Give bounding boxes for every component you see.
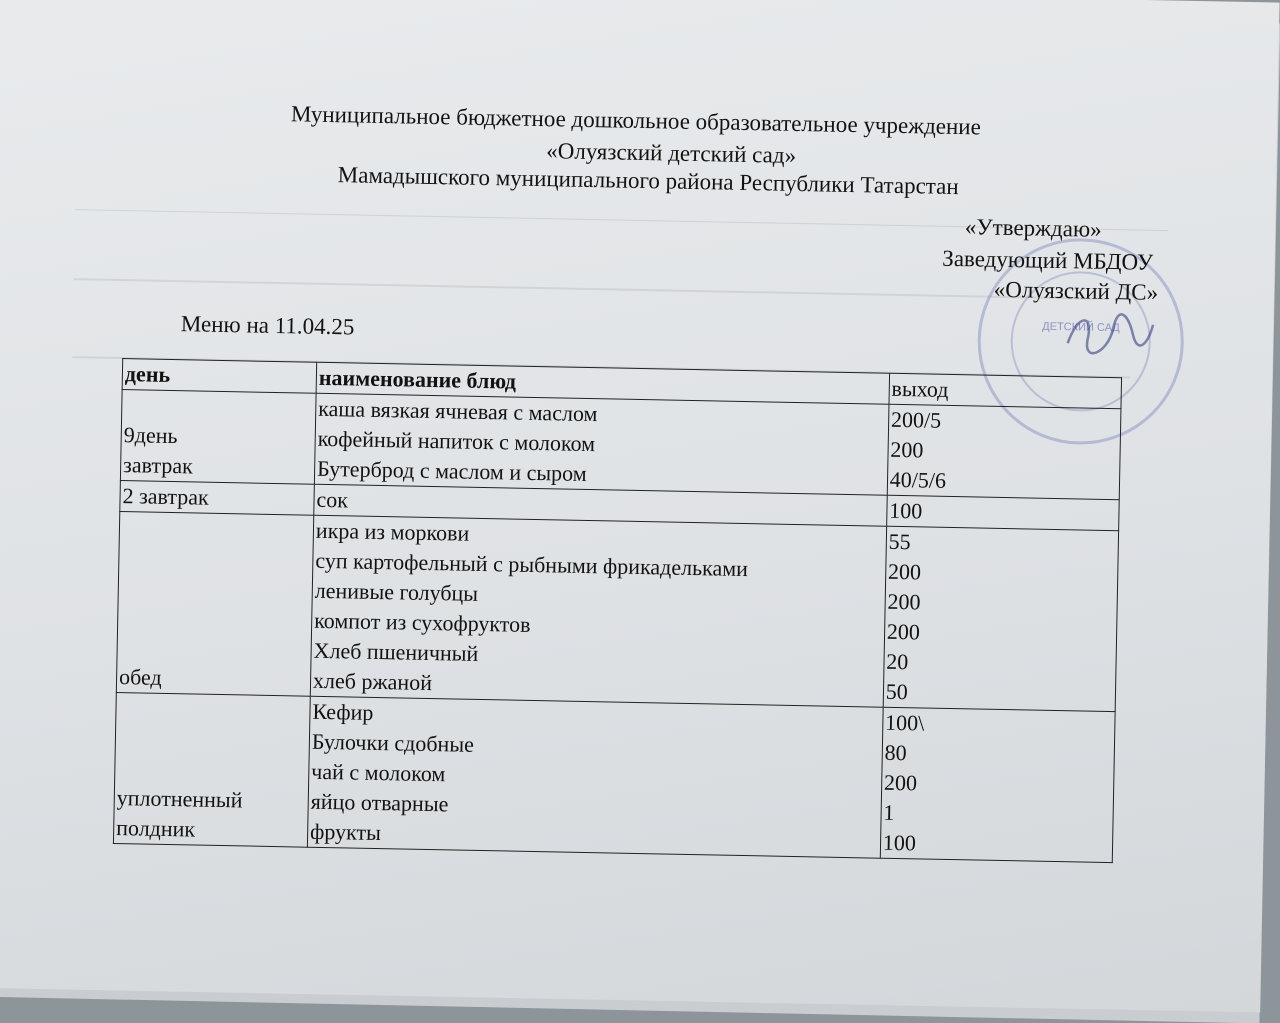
day-line: уплотненный bbox=[116, 785, 243, 813]
output-cell bbox=[887, 404, 1121, 499]
dish-item: ленивые голубцы bbox=[314, 577, 479, 606]
dish-item: Кефир bbox=[312, 698, 374, 725]
dish-cell bbox=[310, 515, 886, 707]
output-item: 200 bbox=[886, 618, 921, 645]
output-item: 200 bbox=[887, 558, 922, 585]
table-row-lunch bbox=[116, 512, 1118, 712]
dish-item: фрукты bbox=[309, 818, 382, 846]
menu-title: Меню на 11.04.25 bbox=[180, 311, 355, 340]
day-line: обед bbox=[118, 664, 162, 690]
output-item: 200 bbox=[883, 769, 918, 796]
dish-item: Булочки сдобные bbox=[311, 728, 475, 757]
dish-cell bbox=[307, 696, 883, 858]
approve-org: «Олуязский ДС» bbox=[993, 276, 1159, 305]
header-dish: наименование блюд bbox=[316, 362, 889, 404]
day-cell bbox=[120, 390, 316, 485]
dish-item: компот из сухофруктов bbox=[313, 607, 531, 637]
output-item: 20 bbox=[886, 648, 909, 675]
dish-item: каша вязкая ячневая с маслом bbox=[318, 395, 598, 427]
day-line: завтрак bbox=[122, 452, 194, 479]
dish-item: чай с молоком bbox=[311, 758, 446, 787]
output-item: 200 bbox=[890, 436, 924, 463]
table-row-afternoon-snack bbox=[113, 692, 1115, 862]
day-cell bbox=[116, 512, 313, 697]
output-cell bbox=[883, 526, 1119, 711]
output-item: 1 bbox=[883, 799, 895, 825]
output-item: 200 bbox=[887, 588, 921, 615]
day-line: 9день bbox=[123, 422, 178, 449]
output-item: 50 bbox=[885, 678, 908, 705]
day-line: полдник bbox=[115, 815, 196, 842]
org-name-line3: Мамадышского муниципального района Республики Татарстан bbox=[337, 162, 959, 200]
output-item: 80 bbox=[884, 739, 907, 766]
stamp-text: ДЕТСКИЙ САД bbox=[1042, 320, 1120, 335]
approve-label: «Утверждаю» bbox=[964, 214, 1102, 242]
dish-item: хлеб ржаной bbox=[312, 667, 433, 696]
dish-item: Хлеб пшеничный bbox=[313, 637, 479, 666]
approve-position: Заведующий МБДОУ bbox=[942, 245, 1154, 275]
dish-item: икра из моркови bbox=[315, 517, 470, 546]
output-cell bbox=[886, 495, 1119, 530]
output-item: 100\ bbox=[884, 709, 925, 736]
signature-icon bbox=[1057, 303, 1158, 365]
dish-item: суп картофельный с рыбными фрикадельками bbox=[315, 547, 749, 582]
output-item: 200/5 bbox=[890, 406, 942, 433]
output-cell bbox=[880, 707, 1115, 862]
dish-item: сок bbox=[316, 486, 349, 513]
header-output: выход bbox=[889, 373, 1122, 408]
day-line: 2 завтрак bbox=[122, 483, 209, 510]
menu-table bbox=[113, 358, 1122, 863]
output-item: 55 bbox=[888, 528, 911, 555]
org-name-line1: Муниципальное бюджетное дошкольное образовательное учреждение bbox=[290, 101, 982, 140]
output-item: 100 bbox=[888, 497, 923, 524]
dish-item: кофейный напиток с молоком bbox=[317, 425, 596, 457]
org-name-line2: «Олуязский детский сад» bbox=[546, 138, 797, 168]
dish-cell bbox=[314, 393, 888, 495]
output-item: 40/5/6 bbox=[889, 466, 947, 493]
output-item: 100 bbox=[882, 829, 917, 856]
dish-item: яйцо отварные bbox=[310, 788, 449, 817]
dish-item: Бутерброд с маслом и сыром bbox=[316, 455, 587, 486]
header-day: день bbox=[122, 359, 317, 394]
day-cell bbox=[113, 692, 310, 847]
day-cell bbox=[120, 481, 315, 516]
